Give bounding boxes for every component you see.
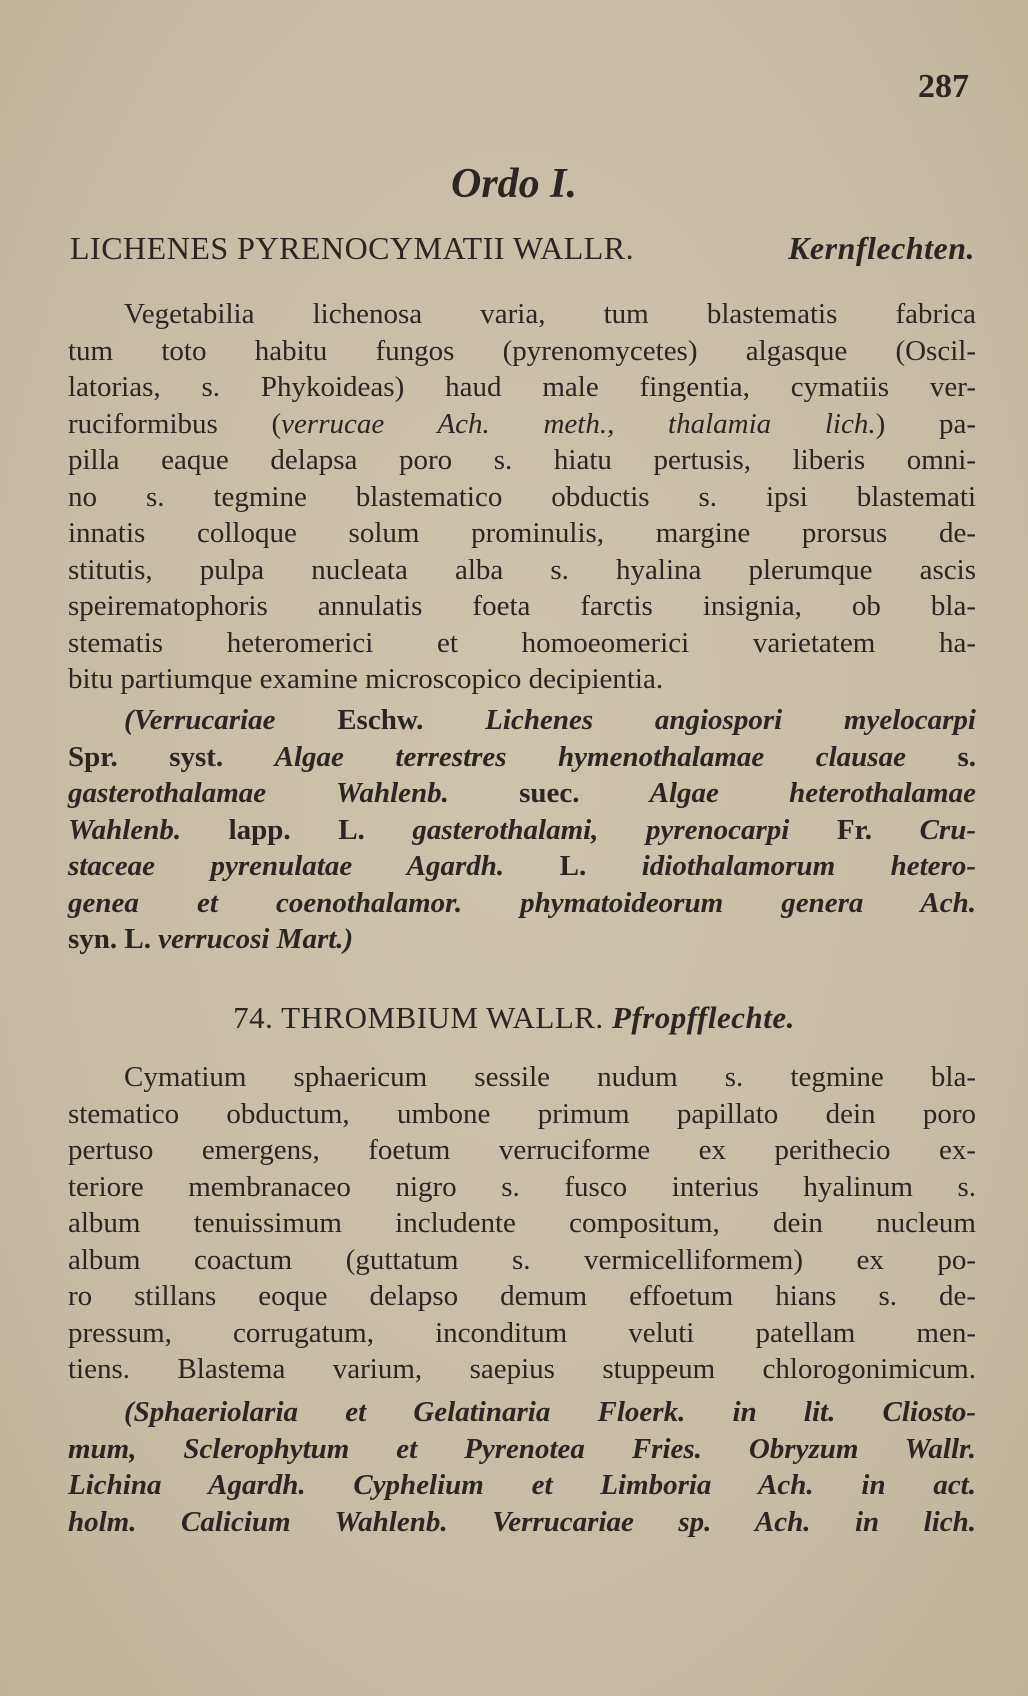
text-segment: stitutis, pulpa nucleata alba s. hyalina plerumque ascis [68,553,976,586]
genus-vernacular: Pfropfflechte. [611,1000,795,1035]
text-line [68,1059,976,1096]
text-segment: stematis heteromerici et homoeomerici varietatem ha- [68,626,976,659]
text-line [68,552,976,589]
text-line [68,1351,976,1388]
text-segment: syn. L. [68,923,159,955]
text-segment: tum toto habitu fungos (pyrenomycetes) algasque (Oscil- [68,334,976,367]
section-vernacular: Kernflechten. [788,230,975,266]
paragraph [68,296,976,698]
text-segment: pilla eaque delapsa poro s. hiatu pertusis, liberis omni- [68,444,976,476]
text-line [68,442,976,479]
text-line [68,1132,976,1169]
text-line [68,1315,976,1352]
text-line [68,661,976,698]
text-line [68,588,976,625]
italic-text: gasterothalami, pyrenocarpi [412,813,790,846]
text-segment: latorias, s. Phykoideas) haud male fingentia, cymatiis ver- [68,371,976,403]
italic-text: (Verrucariae [124,704,276,736]
text-line [68,1242,976,1279]
italic-text: verrucae Ach. meth., thalamia lich. [281,407,876,440]
text-line [68,775,976,812]
ordo-heading: Ordo I. [450,161,578,207]
text-line [68,625,976,662]
italic-text: Algae terrestres hymenothalamae clausae [274,740,906,773]
italic-text: Algae heterothalamae [649,777,976,809]
text-line [68,1504,976,1541]
text-line [68,702,976,739]
text-line [68,885,976,922]
text-segment: ro stillans eoque delapso demum effoetum hians s. de- [68,1280,976,1312]
text-segment: suec. [448,777,650,809]
text-line [68,1394,976,1431]
text-line [68,1278,976,1315]
text-segment: speirematophoris annulatis foeta farctis insignia, ob bla- [68,590,976,622]
italic-text: Cru- [919,813,976,846]
text-segment: album tenuissimum includente compositum, dein nucleum [68,1207,976,1239]
italic-text: verrucosi Mart.) [158,923,354,955]
text-line [68,333,976,370]
text-segment: innatis colloque solum prominulis, margine prorsus de- [68,517,976,549]
text-segment: Spr. syst. [68,740,275,773]
text-line [68,739,976,776]
text-segment: teriore membranaceo nigro s. fusco interius hyalinum s. [68,1170,976,1203]
text-line [68,369,976,406]
text-line [68,1431,976,1468]
italic-text: mum, Sclerophytum et Pyrenotea Fries. Obryzum Wallr. [68,1432,976,1465]
page-number: 287 [918,68,969,105]
italic-text: Lichenes angiospori myelocarpi [485,704,976,736]
italic-text: Wahlenb. [68,813,182,846]
text-segment: s. [905,740,976,773]
section-title: LICHENES PYRENOCYMATII WALLR. [70,230,635,266]
italic-text: genea et coenothalamor. phymatoideorum genera Ach. [68,886,976,919]
text-segment: pertuso emergens, foetum verruciforme ex perithecio ex- [68,1134,976,1166]
paragraph-synonyms [68,702,976,958]
italic-text: holm. Calicium Wahlenb. Verrucariae sp. Ach. in lich. [68,1505,976,1538]
text-segment: Fr. [789,813,920,846]
text-line [68,1096,976,1133]
text-segment: stematico obductum, umbone primum papillato dein poro [68,1097,976,1130]
text-segment: tiens. Blastema varium, saepius stuppeum chlorogonimicum. [68,1353,976,1385]
text-segment: album coactum (guttatum s. vermicelliformem) ex po- [68,1243,976,1276]
text-segment: pressum, corrugatum, inconditum veluti patellam men- [68,1316,976,1349]
text-line [68,515,976,552]
text-segment: lapp. L. [181,813,413,846]
genus-heading [0,1000,1028,1036]
italic-text: gasterothalamae Wahlenb. [68,777,449,809]
text-line [68,812,976,849]
text-segment: Vegetabilia lichenosa varia, tum blastematis fabrica [124,298,976,330]
section-heading [70,230,975,267]
text-line [68,1169,976,1206]
paragraph-synonyms [68,1394,976,1540]
italic-text: idiothalamorum hetero- [641,850,977,882]
text-line [68,921,976,958]
text-line [68,848,976,885]
text-line [68,1467,976,1504]
text-segment: no s. tegmine blastematico obductis s. ipsi blastemati [68,480,976,513]
text-segment: ) pa- [875,407,977,440]
text-segment: L. [504,850,642,882]
text-segment: bitu partiumque examine microscopico decipientia. [68,663,664,695]
text-line [68,1205,976,1242]
text-line [68,296,976,333]
italic-text: Lichina Agardh. Cyphelium et Limboria Ach. in act. [68,1469,976,1501]
text-segment: Cymatium sphaericum sessile nudum s. tegmine bla- [124,1061,976,1093]
paragraph [68,1059,976,1388]
text-line [68,406,976,443]
genus-title: 74. THROMBIUM WALLR. [233,1000,604,1035]
text-segment: Eschw. [275,704,486,736]
italic-text: (Sphaeriolaria et Gelatinaria Floerk. in lit. Cliosto- [124,1396,976,1428]
text-line [68,479,976,516]
text-segment: ruciformibus ( [68,407,282,440]
italic-text: staceae pyrenulatae Agardh. [68,850,505,882]
